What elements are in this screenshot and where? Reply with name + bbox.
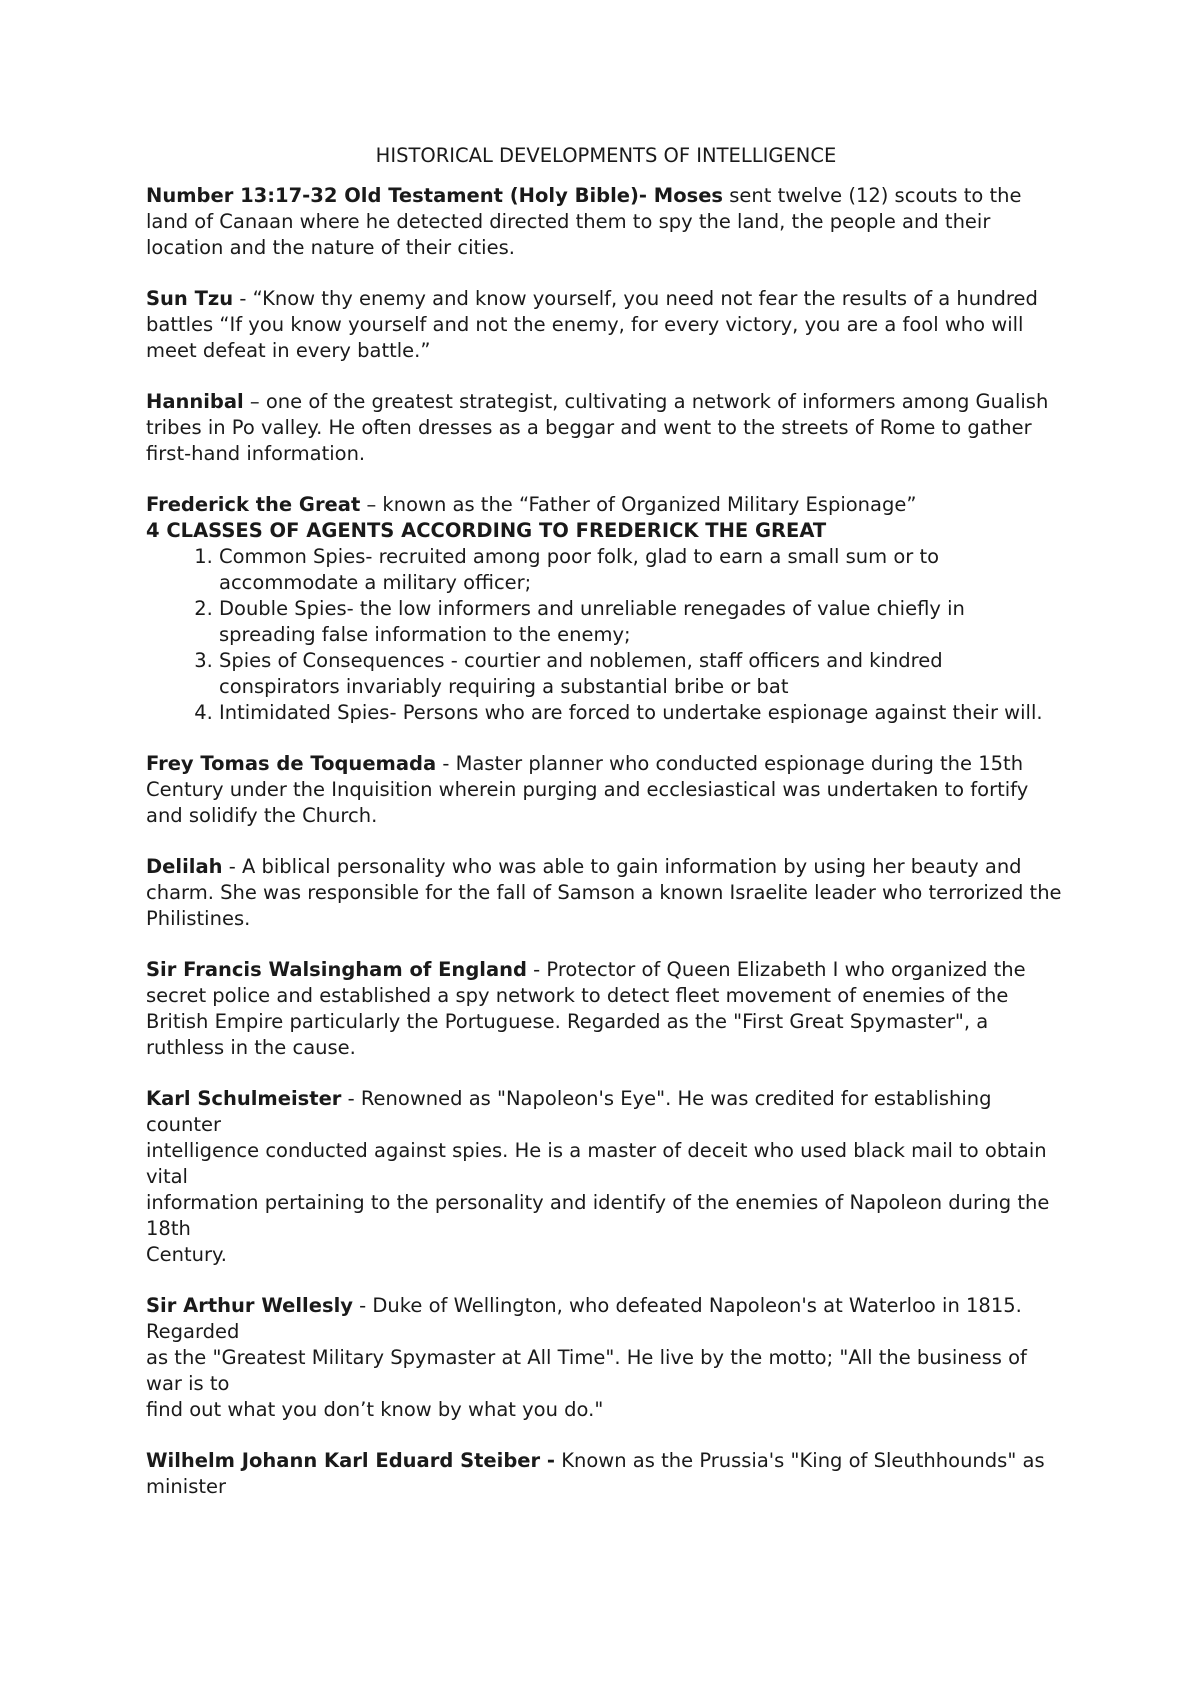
agent-classes-list: [146, 544, 1066, 726]
entry-wellesly-name: Sir Arthur Wellesly: [146, 1294, 353, 1317]
entry-schulmeister-line-3: information pertaining to the personality and identify of the enemies of Napoleon during the 18th: [146, 1191, 1050, 1240]
entry-steiber-text: Known as the Prussia's "King of Sleuthhounds" as minister: [146, 1449, 1045, 1498]
agents-heading: 4 CLASSES OF AGENTS ACCORDING TO FREDERICK THE GREAT: [146, 519, 827, 542]
entry-sun-tzu-text: - “Know thy enemy and know yourself, you need not fear the results of a hundred battles “If you know yourself and not the enemy, for every victory, you are a fool who will meet defeat in every battle.”: [146, 287, 1038, 362]
list-item: 4. Intimidated Spies- Persons who are forced to undertake espionage against their will.: [219, 700, 1066, 726]
entry-wellesly-line-3: find out what you don’t know by what you do.": [146, 1398, 604, 1421]
entry-schulmeister-line-2: intelligence conducted against spies. He is a master of deceit who used black mail to obtain vital: [146, 1139, 1047, 1188]
entry-toquemada-text: - Master planner who conducted espionage during the 15th Century under the Inquisition wherein purging and ecclesiastical was undertaken to fortify and solidify the Church.: [146, 752, 1029, 827]
entry-delilah-text: - A biblical personality who was able to gain information by using her beauty and charm. She was responsible for the fall of Samson a known Israelite leader who terrorized the Philistines.: [146, 855, 1062, 930]
entry-steiber-name: Wilhelm Johann Karl Eduard Steiber -: [146, 1449, 556, 1472]
entry-delilah-name: Delilah: [146, 855, 223, 878]
entry-steiber: [146, 1448, 1066, 1500]
list-item: 1. Common Spies- recruited among poor folk, glad to earn a small sum or to accommodate a military officer;: [219, 544, 1066, 596]
entry-sun-tzu-name: Sun Tzu: [146, 287, 234, 310]
entry-walsingham: [146, 957, 1066, 1061]
entry-wellesly-line-1: - Duke of Wellington, who defeated Napoleon's at Waterloo in 1815. Regarded: [146, 1294, 1022, 1343]
entry-wellesly: [146, 1293, 1066, 1423]
entry-hannibal: [146, 389, 1066, 467]
entry-sun-tzu: [146, 286, 1066, 364]
document-page: [146, 143, 1066, 1525]
list-item: 2. Double Spies- the low informers and unreliable renegades of value chiefly in spreading false information to the enemy;: [219, 596, 1066, 648]
entry-hannibal-name: Hannibal: [146, 390, 244, 413]
document-title: HISTORICAL DEVELOPMENTS OF INTELLIGENCE: [375, 144, 837, 167]
entry-schulmeister: [146, 1086, 1066, 1268]
entry-moses: [146, 183, 1066, 261]
entry-wellesly-line-2: as the "Greatest Military Spymaster at All Time". He live by the motto; "All the business of war is to: [146, 1346, 1027, 1395]
entry-schulmeister-line-1: - Renowned as "Napoleon's Eye". He was credited for establishing counter: [146, 1087, 992, 1136]
entry-moses-text: sent twelve (12) scouts to the land of Canaan where he detected directed them to spy the land, the people and their location and the nature of their cities.: [146, 184, 1022, 259]
entry-moses-name: Number 13:17-32 Old Testament (Holy Bible)- Moses: [146, 184, 724, 207]
entry-hannibal-text: – one of the greatest strategist, cultivating a network of informers among Gualish tribes in Po valley. He often dresses as a beggar and went to the streets of Rome to gather first-hand information.: [146, 390, 1049, 465]
entry-toquemada: [146, 751, 1066, 829]
entry-toquemada-name: Frey Tomas de Toquemada: [146, 752, 437, 775]
entry-schulmeister-name: Karl Schulmeister: [146, 1087, 342, 1110]
entry-delilah: [146, 854, 1066, 932]
entry-schulmeister-line-4: Century.: [146, 1243, 227, 1266]
entry-frederick-name: Frederick the Great: [146, 493, 361, 516]
entry-frederick: [146, 492, 1066, 518]
list-item: 3. Spies of Consequences - courtier and noblemen, staff officers and kindred conspirators invariably requiring a substantial bribe or bat: [219, 648, 1066, 700]
entry-walsingham-name: Sir Francis Walsingham of England: [146, 958, 527, 981]
entry-walsingham-text: - Protector of Queen Elizabeth I who organized the secret police and established a spy network to detect fleet movement of enemies of the British Empire particularly the Portuguese. Regarded as the "First Great Spymaster", a ruthless in the cause.: [146, 958, 1026, 1059]
entry-frederick-text: – known as the “Father of Organized Military Espionage”: [360, 493, 917, 516]
